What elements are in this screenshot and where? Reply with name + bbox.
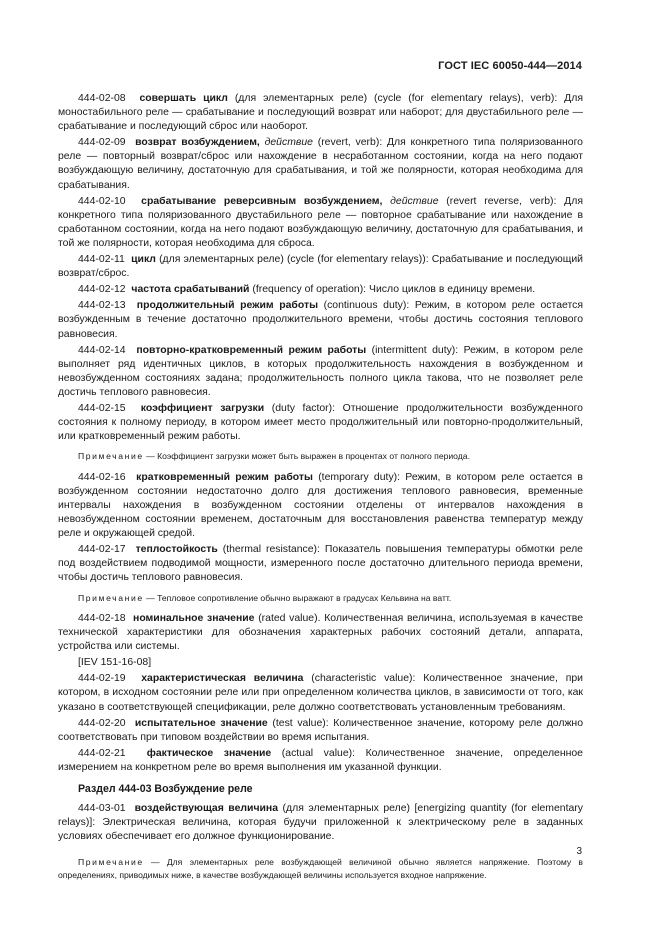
entry-code: 444-02-14 bbox=[78, 344, 126, 356]
entry-code: 444-02-11 bbox=[78, 254, 125, 266]
entry-term: совершать цикл bbox=[139, 93, 228, 104]
section-title: Раздел 444-03 Возбуждение реле bbox=[78, 783, 253, 796]
entry-code: 444-02-09 bbox=[78, 137, 126, 149]
entry-term: цикл bbox=[131, 254, 156, 266]
entry-term: характеристическая величина bbox=[141, 673, 304, 685]
entry-code: 444-02-17 bbox=[78, 544, 126, 556]
entry-italic: действие bbox=[259, 137, 313, 149]
note-duty-factor bbox=[58, 450, 583, 463]
entry-term: номинальное значение bbox=[133, 613, 255, 624]
entry-definition: (frequency of operation): Число циклов в единицу времени. bbox=[249, 284, 536, 296]
entry-444-02-15 bbox=[58, 402, 583, 444]
entry-definition: (actual value): Количественное значение, определенное измерением на конкретном реле во время выполнения им указанной функции. bbox=[58, 747, 583, 773]
entry-term: фактическое значение bbox=[146, 747, 272, 759]
entry-444-02-11 bbox=[58, 253, 583, 281]
document-header: ГОСТ IEC 60050-444—2014 bbox=[438, 60, 582, 72]
note-text: — Коэффициент загрузки может быть выражен в процентах от полного периода. bbox=[143, 451, 470, 462]
entry-444-02-09 bbox=[58, 136, 583, 192]
entry-code: 444-03-01 bbox=[78, 803, 126, 815]
entry-term: коэффициент загрузки bbox=[140, 402, 265, 414]
entry-444-02-19 bbox=[58, 672, 583, 714]
entry-444-02-14 bbox=[58, 344, 583, 400]
iev-reference: [IEV 151-16-08] bbox=[78, 657, 152, 669]
entry-term: повторно-кратковременный режим работы bbox=[136, 344, 367, 356]
entry-definition: (для элементарных реле) (cycle (for elementary relays)): Срабатывание и последующий возврат/сброс. bbox=[58, 254, 583, 280]
entry-444-02-16 bbox=[58, 471, 583, 541]
entry-definition: (revert, verb): Для конкретного типа поляризованного реле — повторный возврат/сброс или нахождение в несработанном состоянии, когда на него подают возбуждающую величину, достаточную для срабатывания, и той же полярности, которая необходима для срабатывания. bbox=[58, 137, 583, 191]
entry-code: 444-02-21 bbox=[78, 747, 126, 759]
entry-definition: (continuous duty): Режим, в котором реле остается возбужденным в течение достаточно продолжительного времени, чтобы достичь состояния теплового равновесия. bbox=[58, 300, 583, 340]
entry-definition: (thermal resistance): Показатель повышения температуры обмотки реле под воздействием подводимой мощности, измеренного после достаточно длительного периода времени, чтобы достичь теплового равновесия. bbox=[58, 544, 583, 584]
entry-definition: (characteristic value): Количественное значение, при котором, в исходном состоянии реле или при определенном количества циклов, в зависимости от того, как указано в соответствующей спецификации, реле должно соответствовать установленным требованиям. bbox=[58, 673, 583, 713]
entry-definition: (test value): Количественное значение, которому реле должно соответствовать при типовом воздействии во время испытания. bbox=[58, 717, 583, 743]
entry-term: кратковременный режим работы bbox=[136, 471, 313, 483]
entry-code: 444-02-10 bbox=[78, 195, 126, 207]
note-label: Примечание bbox=[78, 592, 144, 603]
entry-code: 444-02-19 bbox=[78, 673, 126, 685]
page-number: 3 bbox=[576, 846, 582, 857]
entry-444-02-13 bbox=[58, 299, 583, 341]
entry-term: испытательное значение bbox=[134, 717, 268, 729]
note-thermal-resistance bbox=[58, 592, 583, 605]
entry-444-02-18 bbox=[58, 612, 583, 654]
entry-italic: действие bbox=[382, 195, 439, 207]
entry-code: 444-02-18 bbox=[78, 613, 126, 624]
entry-term: продолжительный режим работы bbox=[136, 300, 319, 312]
entry-code: 444-02-16 bbox=[78, 471, 126, 483]
entry-term: частота срабатываний bbox=[131, 284, 250, 296]
entry-definition: (duty factor): Отношение продолжительности возбужденного состояния к полному периоду, в котором имеет место продолжительный или повторно-продолжительный, или кратковременный режим работы. bbox=[58, 402, 583, 443]
note-label: Примечание bbox=[78, 451, 144, 462]
entry-444-02-10 bbox=[58, 195, 583, 251]
entry-definition: (rated value). Количественная величина, используемая в качестве технической характеристики для обозначения характерных рабочих состояний детали, аппарата, устройства или системы. bbox=[58, 613, 584, 653]
note-energizing-quantity bbox=[58, 856, 583, 881]
entry-term: срабатывание реверсивным возбуждением, bbox=[141, 195, 383, 207]
note-text: — Для элементарных реле возбуждающей величиной обычно является напряжение. Поэтому в определениях, приводимых ниже, в качестве возбуждающей величины используется входное напряжение. bbox=[58, 857, 583, 880]
entry-444-02-12 bbox=[58, 283, 583, 297]
entry-code: 444-02-08 bbox=[78, 93, 126, 104]
entry-term: теплостойкость bbox=[135, 544, 218, 556]
entry-definition: (revert reverse, verb): Для конкретного типа поляризованного двустабильного реле — повторное срабатывание или нахождение в сработанном состоянии, когда на него подают возбуждающую величину, достаточную для срабатывания, и той же полярности, которая необходима для сброса. bbox=[58, 195, 583, 249]
entry-code: 444-02-15 bbox=[78, 402, 126, 414]
entry-444-02-17 bbox=[58, 543, 583, 585]
entry-term: воздействующая величина bbox=[134, 803, 279, 815]
entry-444-02-08 bbox=[58, 92, 583, 134]
entry-code: 444-02-20 bbox=[78, 717, 126, 729]
note-label: Примечание bbox=[78, 857, 144, 868]
entry-definition: (для элементарных реле) [energizing quantity (for elementary relays)]: Электрическая величина, которая будучи приложенной к электрическому реле в заданных условиях обеспечивает его должное функционирование. bbox=[58, 803, 583, 843]
entry-444-02-21 bbox=[58, 747, 583, 775]
note-text: — Тепловое сопротивление обычно выражают в градусах Кельвина на ватт. bbox=[143, 592, 452, 603]
entry-code: 444-02-12 bbox=[78, 284, 126, 296]
entry-code: 444-02-13 bbox=[78, 300, 126, 312]
entry-444-02-20 bbox=[58, 717, 583, 745]
document-body bbox=[58, 92, 583, 889]
entry-definition: (intermittent duty): Режим, в котором реле выполняет ряд идентичных циклов, в которых продолжительность нахождения в возбужденном и невозбужденном состояниях задана; продолжительность полного цикла такова, что не позволяет реле достичь теплового равновесия. bbox=[58, 344, 583, 398]
entry-definition: (temporary duty): Режим, в котором реле остается в возбужденном состоянии недостаточно долго для достижения теплового равновесия, временные интервалы нахождения в возбужденном состоянии отделены от интервалов нахождения в невозбужденном состоянии временем, достаточным для восстановления равенства температур между реле и окружающей средой. bbox=[58, 471, 583, 540]
entry-term: возврат возбуждением, bbox=[135, 137, 260, 149]
entry-444-03-01 bbox=[58, 802, 583, 844]
entry-definition: (для элементарных реле) (cycle (for elementary relays), verb): Для моностабильного реле — срабатывание и последующий возврат или наборот; для двустабильного реле — срабатывание и последующий сброс или наоборот. bbox=[58, 93, 583, 133]
